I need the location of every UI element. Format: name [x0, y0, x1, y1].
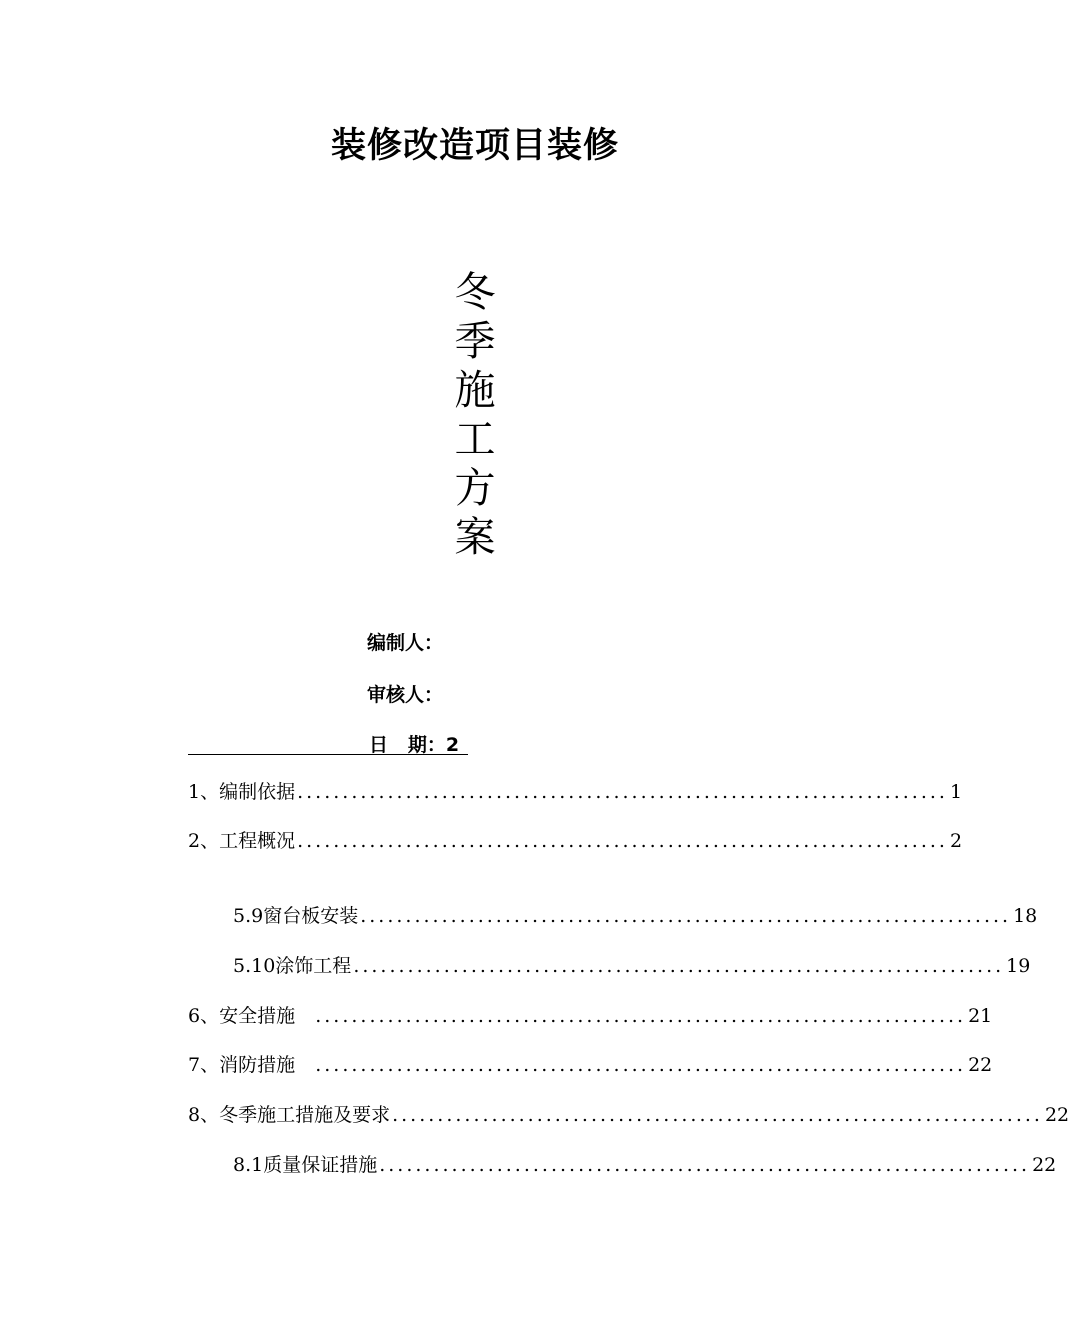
toc-entry-page: 22: [968, 1054, 993, 1076]
toc-entry-page: 22: [1032, 1154, 1057, 1176]
toc-leader-dots: ........................................................................: [297, 830, 948, 852]
toc-entry-label: 2、工程概况: [188, 830, 296, 852]
document-subtitle: 冬季施工方案: [454, 268, 496, 561]
reviewer-label: 审核人：: [367, 684, 444, 706]
toc-entry[interactable]: [188, 1050, 993, 1076]
toc-entry-page: 21: [968, 1005, 993, 1027]
toc-entry-label: 1、编制依据: [188, 781, 296, 803]
date-label: 日 期：2: [369, 734, 460, 756]
toc-leader-dots: ........................................................................: [392, 1104, 1043, 1126]
toc-entry-page: 1: [949, 781, 963, 803]
toc-leader-dots: ........................................................................: [297, 781, 948, 803]
toc-entry-page: 2: [949, 830, 963, 852]
toc-leader-dots: ........................................................................: [315, 1054, 967, 1076]
toc-entry-page: 22: [1044, 1104, 1069, 1126]
toc-entry-label: 8、冬季施工措施及要求: [188, 1104, 391, 1126]
toc-entry-label: 6、安全措施: [188, 1005, 314, 1027]
date-line: [188, 730, 468, 755]
toc-entry-page: 19: [1006, 955, 1031, 977]
toc-entry-label: 8.1质量保证措施: [233, 1154, 378, 1176]
toc-leader-dots: ........................................................................: [315, 1005, 967, 1027]
toc-entry[interactable]: [188, 777, 963, 803]
toc-entry[interactable]: [188, 1001, 993, 1027]
toc-leader-dots: ........................................................................: [379, 1154, 1031, 1176]
toc-entry[interactable]: [188, 1100, 1069, 1126]
editor-label: 编制人：: [367, 632, 444, 654]
toc-entry-label: 5.10涂饰工程: [233, 955, 352, 977]
toc-entry-label: 7、消防措施: [188, 1054, 314, 1076]
toc-entry[interactable]: [233, 1150, 1057, 1176]
toc-leader-dots: ........................................................................: [360, 905, 1012, 927]
toc-entry-page: 18: [1013, 905, 1038, 927]
toc-entry-label: 5.9窗台板安装: [233, 905, 359, 927]
toc-entry[interactable]: [233, 951, 1031, 977]
toc-entry[interactable]: [233, 901, 1038, 927]
toc-entry[interactable]: [188, 826, 963, 852]
toc-leader-dots: ........................................................................: [353, 955, 1005, 977]
document-title: 装修改造项目装修: [330, 126, 619, 166]
